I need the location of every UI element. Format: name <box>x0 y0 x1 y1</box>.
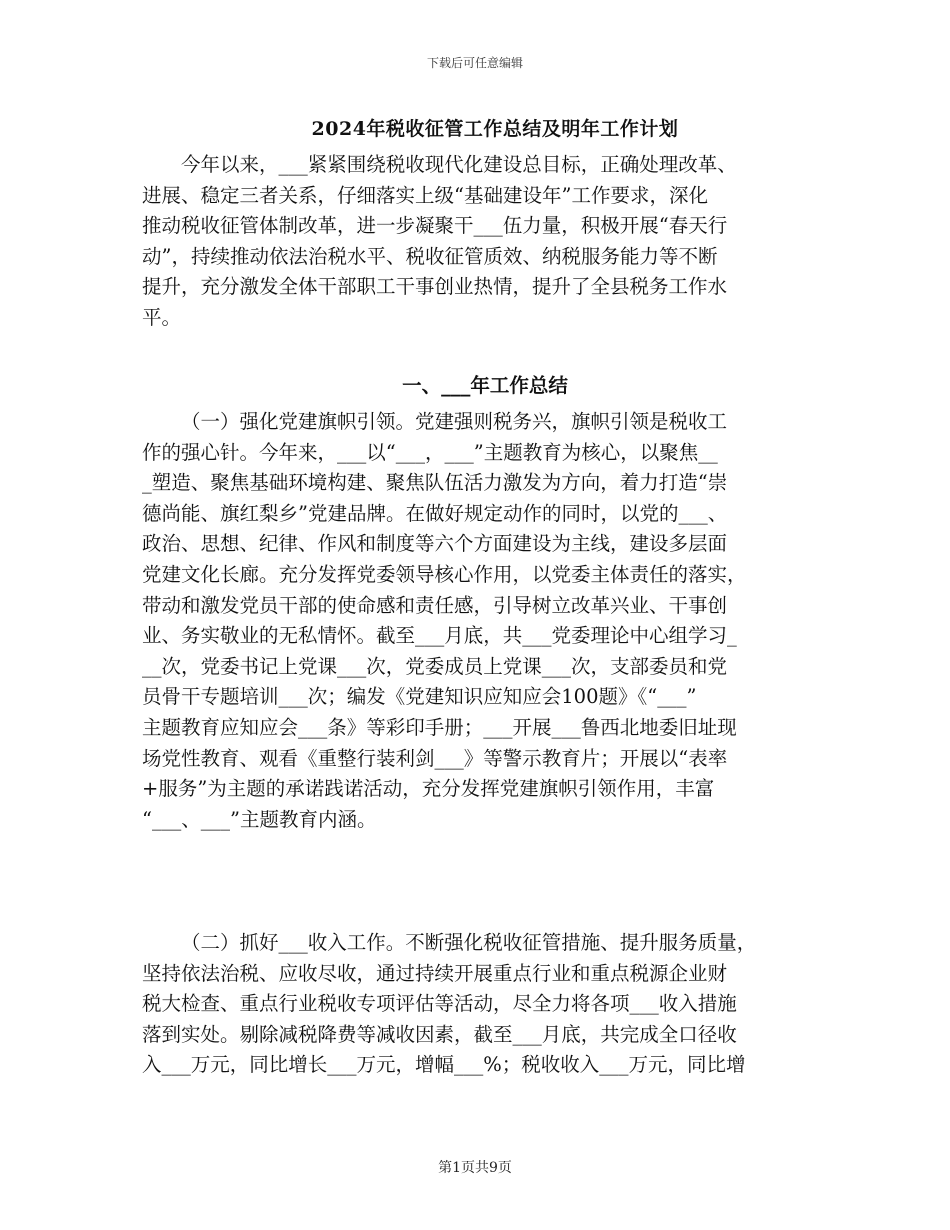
revenue-paragraph <box>142 928 812 1081</box>
party-building-paragraph <box>142 407 812 835</box>
page-footer: 第1页共9页 <box>438 1160 512 1176</box>
paragraph-line: 作的强心针。今年来，___以“___，___”主题教育为核心，以聚焦__ <box>142 440 718 464</box>
section-heading: 一、___年工作总结 <box>402 374 568 397</box>
intro-line: 进展、稳定三者关系，仔细落实上级“基础建设年”工作要求，深化 <box>142 183 708 207</box>
paragraph-line: 入___万元，同比增长___万元，增幅___%；税收收入___万元，同比增 <box>142 1053 746 1077</box>
document-title: 2024年税收征管工作总结及明年工作计划 <box>311 118 679 140</box>
paragraph-line: 税大检查、重点行业税收专项评估等活动，尽全力将各项___收入措施 <box>142 992 737 1016</box>
paragraph-line: 德尚能、旗红梨乡”党建品牌。在做好规定动作的同时，以党的___、 <box>142 501 728 525</box>
intro-line: 平。 <box>142 305 182 329</box>
paragraph-line: 坚持依法治税、应收尽收，通过持续开展重点行业和重点税源企业财 <box>142 961 728 985</box>
intro-line: 推动税收征管体制改革，进一步凝聚干___伍力量，积极开展“春天行 <box>142 214 728 238</box>
paragraph-line: 政治、思想、纪律、作风和制度等六个方面建设为主线，建设多层面 <box>142 532 728 556</box>
header-note: 下载后可任意编辑 <box>426 56 523 70</box>
paragraph-line: 场党性教育、观看《重整行装利剑___》等警示教育片；开展以“表率 <box>142 746 728 770</box>
intro-line: 今年以来，___紧紧围绕税收现代化建设总目标，正确处理改革、 <box>181 153 737 176</box>
paragraph-line: 业、务实敬业的无私情怀。截至___月底，共___党委理论中心组学习_ <box>142 624 737 648</box>
intro-paragraph <box>142 150 812 334</box>
paragraph-line: 员骨干专题培训___次；编发《党建知识应知应会100题》《“___” <box>142 685 697 709</box>
paragraph-line: 主题教育应知应会___条》等彩印手册；___开展___鲁西北地委旧址现 <box>142 715 737 739</box>
paragraph-line: 党建文化长廊。充分发挥党委领导核心作用，以党委主体责任的落实， <box>142 562 747 586</box>
paragraph-line: （一）强化党建旗帜引领。党建强则税务兴，旗帜引领是税收工 <box>181 410 728 433</box>
paragraph-line: （二）抓好___收入工作。不断强化税收征管措施、提升服务质量， <box>181 931 757 954</box>
intro-line: 动”，持续推动依法治税水平、税收征管质效、纳税服务能力等不断 <box>142 244 718 268</box>
paragraph-line: +服务”为主题的承诺践诺活动，充分发挥党建旗帜引领作用，丰富 <box>142 777 715 801</box>
paragraph-line: 带动和激发党员干部的使命感和责任感，引导树立改革兴业、干事创 <box>142 593 728 617</box>
paragraph-line: 落到实处。剔除减税降费等减收因素，截至___月底，共完成全口径收 <box>142 1022 737 1046</box>
paragraph-line: “___、___”主题教育内涵。 <box>142 807 377 831</box>
intro-line: 提升，充分激发全体干部职工干事创业热情，提升了全县税务工作水 <box>142 275 728 299</box>
paragraph-line: _塑造、聚焦基础环境构建、聚焦队伍活力激发为方向，着力打造“崇 <box>142 471 728 495</box>
paragraph-line: __次，党委书记上党课___次，党委成员上党课___次，支部委员和党 <box>142 654 728 678</box>
